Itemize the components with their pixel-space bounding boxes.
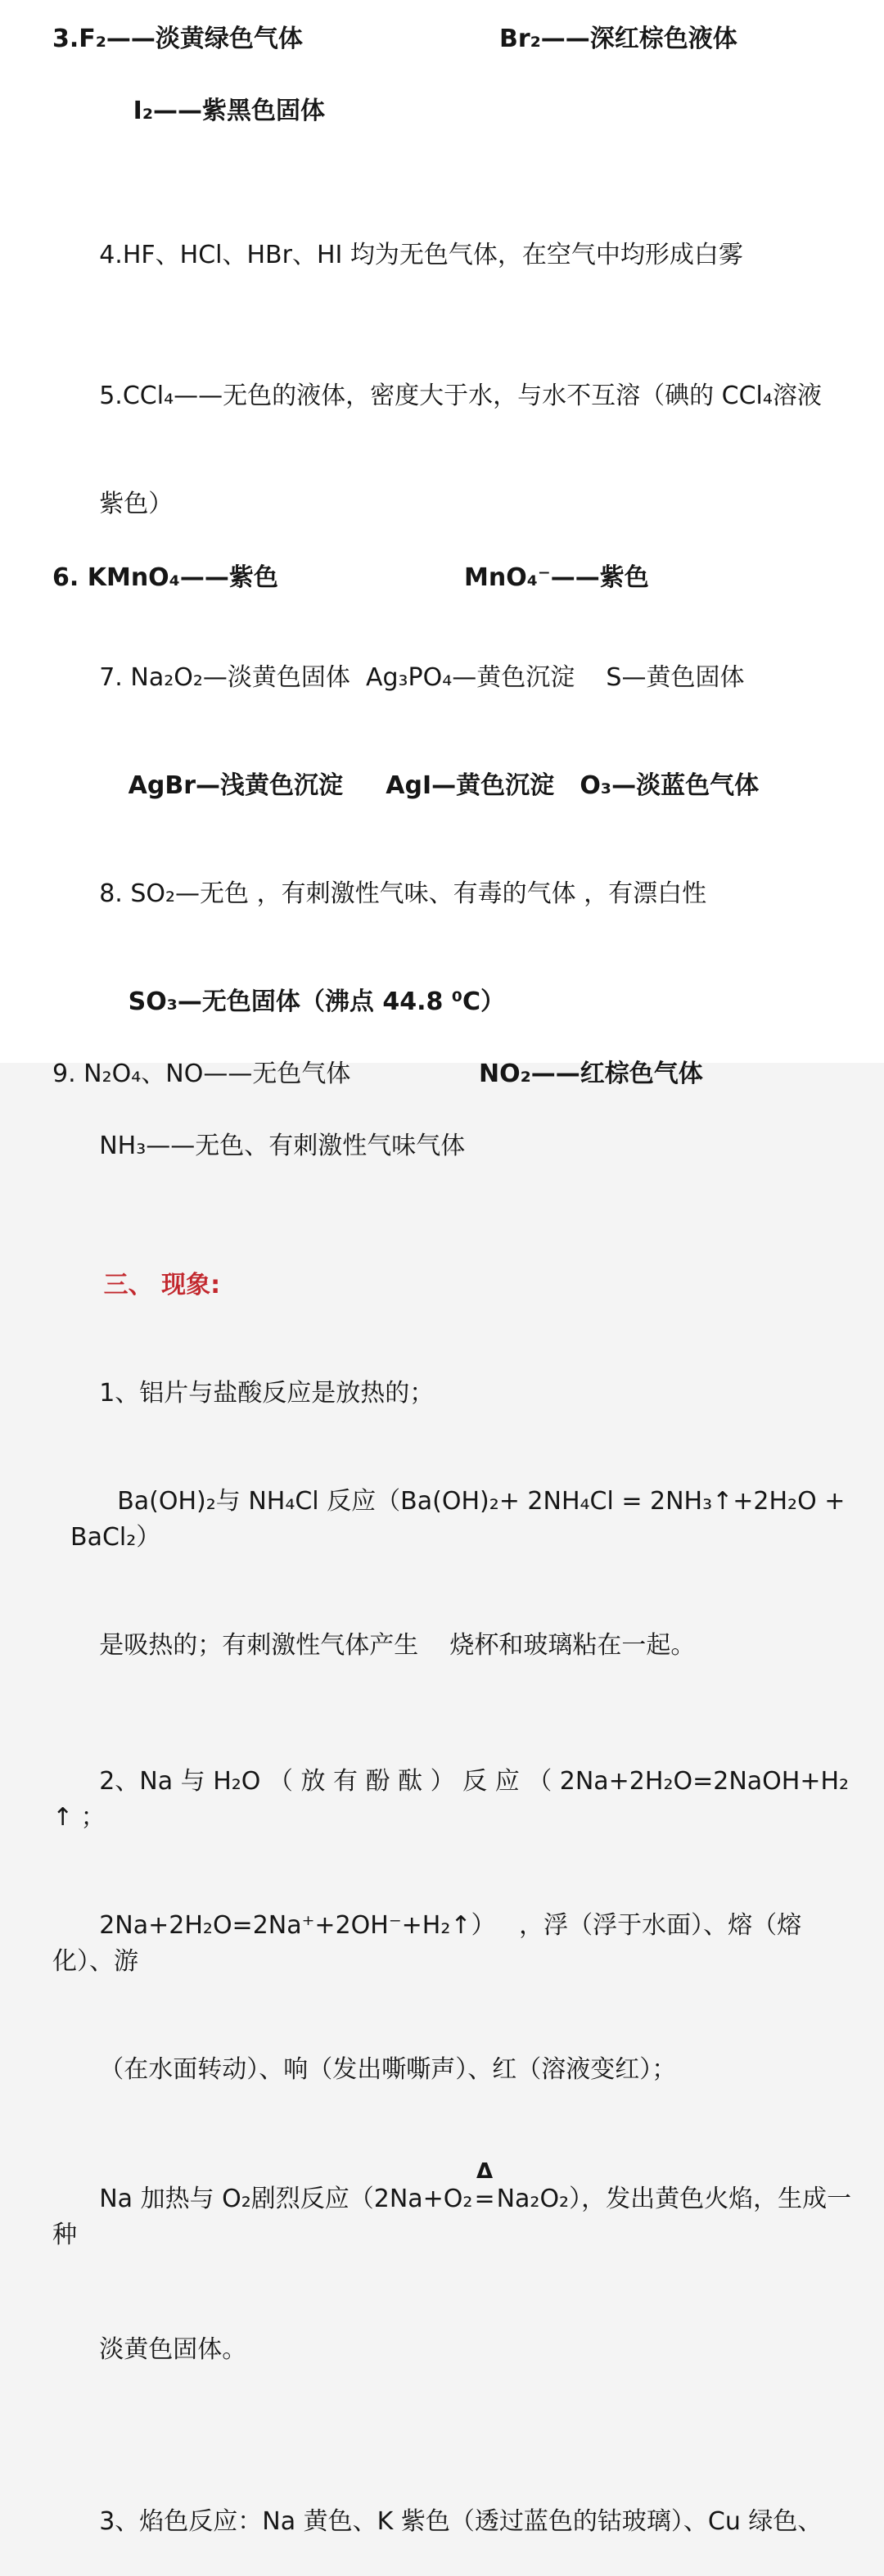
item-3-row (52, 21, 855, 57)
item-6-left: 6. KMnO₄——紫色 (52, 563, 278, 592)
delta-symbol: Δ (476, 2159, 494, 2184)
item-9-row (52, 1056, 855, 1092)
na-o2-result-text: 淡黄色固体。 (99, 2335, 247, 2364)
item-5-text-line1: 5.CCl₄——无色的液体，密度大于水，与水不互溶（碘的 CCl₄溶液 (99, 382, 822, 410)
item-3-left: 3.F₂——淡黄绿色气体 (52, 25, 303, 53)
phenomena-item-1-equation: Ba(OH)₂与 NH₄Cl 反应（Ba(OH)₂+ 2NH₄Cl = 2NH₃↑+2H₂O + BaCl₂） (70, 1487, 853, 1552)
delta-over-equals (472, 2159, 496, 2217)
section-substance-colors (52, 21, 855, 1200)
equals-sign: = (474, 2185, 495, 2213)
section-phenomena (52, 1232, 855, 2576)
item-8-text-line2: SO₃—无色固体（沸点 44.8 ⁰C） (128, 987, 505, 1016)
na-o2-equation-prefix: Na 加热与 O₂剧烈反应（2Na+O₂ (99, 2185, 473, 2213)
phenomena-item-2-text3: （在水面转动）、响（发出嘶嘶声）、红（溶液变红）； (99, 2055, 677, 2084)
phenomena-item-2-line2 (52, 1872, 855, 2016)
item-4-row (52, 201, 855, 310)
item-3-right: Br₂——深红棕色液体 (499, 25, 737, 53)
item-8-text-line1: 8. SO₂—无色 ，有刺激性气味、有毒的气体 ，有漂白性 (99, 879, 707, 908)
item-3-line2 (52, 57, 855, 165)
item-5-line2 (52, 450, 855, 558)
phenomena-item-2-line1 (52, 1728, 855, 1872)
item-3-i2-text: I₂——紫黑色固体 (133, 97, 325, 125)
item-6-right: MnO₄⁻——紫色 (464, 563, 649, 592)
item-7-text-line1: 7. Na₂O₂—淡黄色固体 Ag₃PO₄—黄色沉淀 S—黄色固体 (99, 663, 745, 692)
item-5-text-line2: 紫色） (99, 490, 174, 518)
phenomena-heading-text: 三、 现象: (103, 1271, 221, 1299)
item-4-text: 4.HF、HCl、HBr、HI 均为无色气体，在空气中均形成白雾 (99, 241, 743, 269)
phenomena-item-1-text3: 是吸热的；有刺激性气体产生 烧杯和玻璃粘在一起。 (99, 1631, 696, 1660)
phenomena-item-2-ionic-equation: 2Na+2H₂O=2Na⁺+2OH⁻+H₂↑） ，浮（浮于水面）、熔（熔化）、游 (52, 1911, 802, 1976)
phenomena-item-2-line3 (52, 2016, 855, 2124)
item-9-line2 (52, 1092, 855, 1200)
item-8-row (52, 840, 855, 948)
phenomena-na-o2-line2 (52, 2296, 855, 2404)
phenomena-item-1-line3 (52, 1592, 855, 1700)
na-o2-equation-suffix: Na₂O₂），发出黄色火焰，生成一种 (52, 2185, 852, 2249)
item-9-left: 9. N₂O₄、NO——无色气体 (52, 1060, 351, 1088)
item-5-row (52, 342, 855, 450)
phenomena-item-1-line2 (52, 1448, 855, 1592)
item-7-row (52, 624, 855, 732)
item-9-nh3-text: NH₃——无色、有刺激性气味气体 (99, 1132, 466, 1160)
item-8-line2 (52, 948, 855, 1056)
phenomena-item-3-line (52, 2468, 855, 2576)
phenomena-item-1-text1: 1、铝片与盐酸反应是放热的； (99, 1379, 435, 1408)
item-6-row (52, 560, 855, 596)
phenomena-na-o2-line (52, 2145, 855, 2289)
item-7-line2 (52, 732, 855, 840)
phenomena-item-2-text1: 2、Na 与 H₂O （ 放 有 酚 酞 ） 反 应 （ 2Na+2H₂O=2NaOH+H₂ ↑ ； (52, 1767, 857, 1832)
phenomena-item-1-line1 (52, 1340, 855, 1448)
item-9-right: NO₂——红棕色气体 (479, 1060, 703, 1088)
phenomena-heading (52, 1232, 855, 1340)
flame-test-text: 3、焰色反应：Na 黄色、K 紫色（透过蓝色的钴玻璃）、Cu 绿色、 (99, 2507, 823, 2536)
item-7-text-line2: AgBr—浅黄色沉淀 AgI—黄色沉淀 O₃—淡蓝色气体 (128, 771, 760, 800)
